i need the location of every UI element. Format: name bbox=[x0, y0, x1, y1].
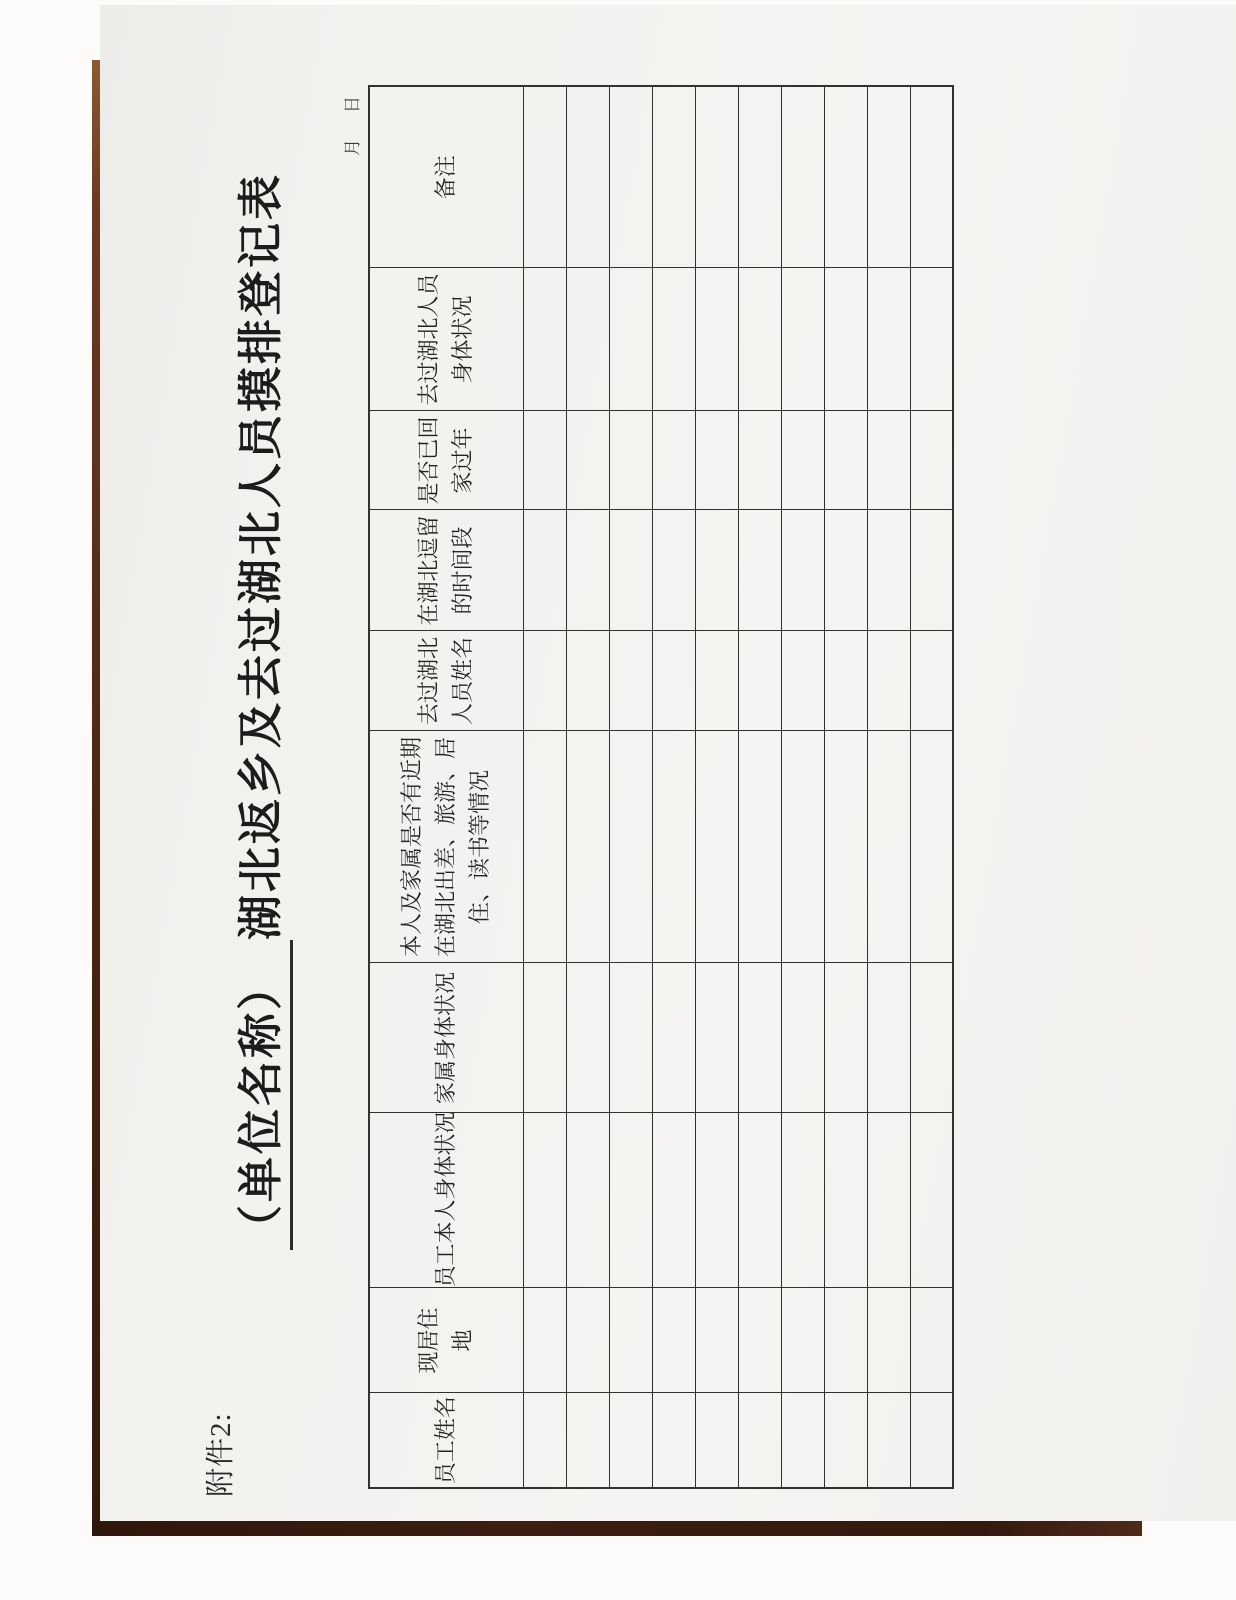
table-cell bbox=[867, 1113, 910, 1288]
table-cell bbox=[695, 86, 738, 268]
header-row bbox=[369, 86, 523, 1488]
table-cell bbox=[523, 731, 566, 963]
unit-name-blank: （单位名称） bbox=[236, 940, 293, 1250]
table-cell bbox=[523, 963, 566, 1113]
table-cell bbox=[910, 510, 953, 631]
table-cell bbox=[867, 268, 910, 411]
table-cell bbox=[523, 268, 566, 411]
table-cell bbox=[867, 731, 910, 963]
table-cell bbox=[609, 1288, 652, 1393]
table-cell bbox=[867, 631, 910, 731]
table-cell bbox=[824, 1113, 867, 1288]
column-header-visitor-health: 去过湖北人员身体状况 bbox=[369, 268, 523, 411]
table-row bbox=[566, 86, 609, 1488]
table-cell bbox=[566, 510, 609, 631]
column-header-current-residence: 现居住地 bbox=[369, 1288, 523, 1393]
table-cell bbox=[566, 731, 609, 963]
column-header-employee-health: 员工本人身体状况 bbox=[369, 1113, 523, 1288]
table-cell bbox=[652, 1113, 695, 1288]
table-row bbox=[910, 86, 953, 1488]
day-label: 日 bbox=[343, 96, 362, 113]
table-cell bbox=[566, 963, 609, 1113]
table-cell bbox=[652, 510, 695, 631]
table-cell bbox=[781, 86, 824, 268]
column-header-hubei-visitor-name: 去过湖北人员姓名 bbox=[369, 631, 523, 731]
table-row bbox=[824, 86, 867, 1488]
table-cell bbox=[910, 268, 953, 411]
title-text: 湖北返乡及去过湖北人员摸排登记表 bbox=[236, 171, 286, 940]
table-cell bbox=[652, 1393, 695, 1488]
table-row bbox=[652, 86, 695, 1488]
table-cell bbox=[781, 1393, 824, 1488]
table-cell bbox=[867, 510, 910, 631]
table-cell bbox=[609, 411, 652, 510]
registration-table bbox=[368, 85, 954, 1489]
table-cell bbox=[910, 1113, 953, 1288]
table-cell bbox=[652, 1288, 695, 1393]
table-row bbox=[867, 86, 910, 1488]
table-cell bbox=[910, 631, 953, 731]
table-cell bbox=[781, 731, 824, 963]
table-row bbox=[738, 86, 781, 1488]
table-cell bbox=[652, 731, 695, 963]
table-cell bbox=[867, 1288, 910, 1393]
table-cell bbox=[738, 1288, 781, 1393]
table-cell bbox=[695, 731, 738, 963]
table-cell bbox=[738, 510, 781, 631]
table-cell bbox=[695, 268, 738, 411]
table-cell bbox=[781, 510, 824, 631]
table-cell bbox=[824, 1393, 867, 1488]
table-cell bbox=[824, 1288, 867, 1393]
table-cell bbox=[910, 1288, 953, 1393]
table-cell bbox=[523, 1288, 566, 1393]
document-title bbox=[224, 172, 289, 1250]
table-cell bbox=[738, 86, 781, 268]
column-header-hubei-stay-period: 在湖北逗留的时间段 bbox=[369, 510, 523, 631]
table-cell bbox=[824, 411, 867, 510]
table-cell bbox=[695, 1288, 738, 1393]
table-cell bbox=[566, 268, 609, 411]
table-cell bbox=[824, 268, 867, 411]
table-cell bbox=[824, 731, 867, 963]
table-cell bbox=[652, 963, 695, 1113]
table-cell bbox=[738, 411, 781, 510]
table-cell bbox=[824, 631, 867, 731]
column-header-returned-home: 是否已回家过年 bbox=[369, 411, 523, 510]
table-cell bbox=[781, 268, 824, 411]
attachment-label: 附件2: bbox=[205, 1412, 237, 1497]
table-cell bbox=[824, 86, 867, 268]
table-row bbox=[781, 86, 824, 1488]
table-cell bbox=[566, 86, 609, 268]
table-cell bbox=[695, 631, 738, 731]
table-cell bbox=[609, 963, 652, 1113]
table-cell bbox=[738, 631, 781, 731]
table-cell bbox=[738, 1113, 781, 1288]
table-cell bbox=[609, 731, 652, 963]
table-cell bbox=[566, 631, 609, 731]
table-cell bbox=[738, 1393, 781, 1488]
table-cell bbox=[910, 963, 953, 1113]
table-cell bbox=[867, 963, 910, 1113]
table-cell bbox=[652, 631, 695, 731]
table-cell bbox=[738, 268, 781, 411]
table-cell bbox=[652, 86, 695, 268]
table-cell bbox=[695, 1113, 738, 1288]
table-row bbox=[609, 86, 652, 1488]
table-cell bbox=[824, 963, 867, 1113]
table-cell bbox=[738, 731, 781, 963]
table-cell bbox=[910, 411, 953, 510]
table-cell bbox=[523, 510, 566, 631]
table-cell bbox=[652, 268, 695, 411]
table-cell bbox=[566, 1288, 609, 1393]
table-cell bbox=[695, 963, 738, 1113]
table-cell bbox=[609, 510, 652, 631]
table-cell bbox=[910, 1393, 953, 1488]
table-cell bbox=[910, 731, 953, 963]
column-header-family-health: 家属身体状况 bbox=[369, 963, 523, 1113]
table-cell bbox=[523, 631, 566, 731]
table-cell bbox=[781, 631, 824, 731]
table-cell bbox=[566, 1113, 609, 1288]
table-cell bbox=[738, 963, 781, 1113]
table-cell bbox=[523, 1113, 566, 1288]
table-cell bbox=[781, 1113, 824, 1288]
table-cell bbox=[824, 510, 867, 631]
table-cell bbox=[695, 411, 738, 510]
table-row bbox=[523, 86, 566, 1488]
table-cell bbox=[566, 1393, 609, 1488]
table-cell bbox=[609, 631, 652, 731]
table-cell bbox=[566, 411, 609, 510]
table-cell bbox=[695, 510, 738, 631]
table-cell bbox=[695, 1393, 738, 1488]
table-cell bbox=[609, 86, 652, 268]
column-header-hubei-activity: 本人及家属是否有近期在湖北出差、旅游、居住、读书等情况 bbox=[369, 731, 523, 963]
table-cell bbox=[910, 86, 953, 268]
table-row bbox=[695, 86, 738, 1488]
table-cell bbox=[609, 1113, 652, 1288]
month-label: 月 bbox=[343, 139, 362, 156]
table-cell bbox=[523, 1393, 566, 1488]
table-cell bbox=[867, 411, 910, 510]
table-body bbox=[523, 86, 953, 1488]
table-cell bbox=[609, 268, 652, 411]
column-header-remarks: 备注 bbox=[369, 86, 523, 268]
table-cell bbox=[867, 1393, 910, 1488]
date-line bbox=[338, 96, 363, 156]
table-cell bbox=[523, 86, 566, 268]
table-cell bbox=[523, 411, 566, 510]
table-cell bbox=[781, 963, 824, 1113]
table-cell bbox=[652, 411, 695, 510]
table-cell bbox=[867, 86, 910, 268]
table-cell bbox=[781, 411, 824, 510]
column-header-employee-name: 员工姓名 bbox=[369, 1393, 523, 1488]
table-cell bbox=[781, 1288, 824, 1393]
table-cell bbox=[609, 1393, 652, 1488]
